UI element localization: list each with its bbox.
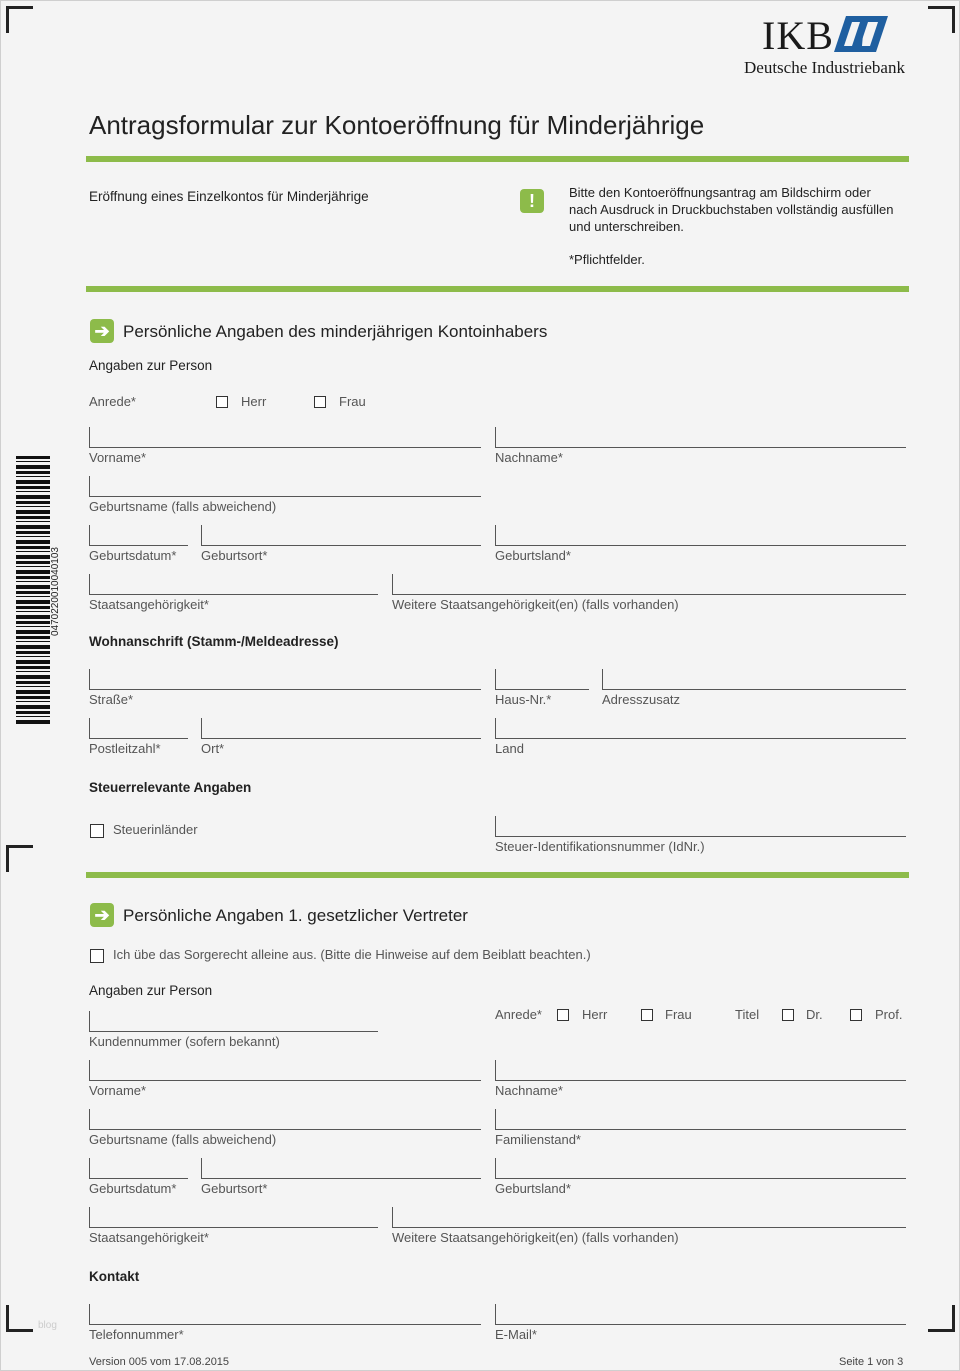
rep-geburtsname-input[interactable] <box>89 1109 481 1130</box>
rep-geburtsdatum-input[interactable] <box>89 1158 188 1179</box>
weitere-staatsangehoerigkeit-label: Weitere Staatsangehörigkeit(en) (falls vorhanden) <box>392 597 679 612</box>
divider-green <box>86 156 909 162</box>
adresszusatz-input[interactable] <box>602 669 906 690</box>
section2-person-heading: Angaben zur Person <box>89 983 213 998</box>
arrow-right-icon: ➔ <box>90 903 114 927</box>
rep-anrede-label: Anrede* <box>495 1007 542 1022</box>
barcode <box>16 456 50 724</box>
strasse-input[interactable] <box>89 669 481 690</box>
rep-anrede-herr-label: Herr <box>582 1007 608 1022</box>
rep-nachname-input[interactable] <box>495 1060 906 1081</box>
staatsangehoerigkeit-input[interactable] <box>89 574 378 595</box>
version-text: Version 005 vom 17.08.2015 <box>89 1356 230 1368</box>
anrede-herr-label: Herr <box>241 394 267 409</box>
rep-geburtsland-input[interactable] <box>495 1158 906 1179</box>
rep-staatsangehoerigkeit-label: Staatsangehörigkeit* <box>89 1230 209 1245</box>
hausnr-input[interactable] <box>495 669 589 690</box>
land-input[interactable] <box>495 718 906 739</box>
section1-title: Persönliche Angaben des minderjährigen Kontoinhabers <box>123 322 548 341</box>
divider-green <box>86 286 909 292</box>
crop-mark-top-right <box>928 6 955 33</box>
contact-heading: Kontakt <box>89 1269 140 1284</box>
idnr-label: Steuer-Identifikationsnummer (IdNr.) <box>495 839 705 854</box>
crop-mark-mid-left <box>6 845 33 872</box>
tax-heading: Steuerrelevante Angaben <box>89 780 252 795</box>
barcode-number: 0470220010040103 <box>50 547 61 636</box>
notice-line: und unterschreiben. <box>569 219 684 234</box>
vorname-label: Vorname* <box>89 450 147 465</box>
anrede-frau-label: Frau <box>339 394 366 409</box>
warning-icon: ! <box>520 189 544 213</box>
ikb-logo <box>744 12 905 77</box>
section1-person-heading: Angaben zur Person <box>89 358 213 373</box>
geburtsland-label: Geburtsland* <box>495 548 571 563</box>
rep-anrede-frau-checkbox[interactable] <box>641 1009 653 1021</box>
form-subtitle: Eröffnung eines Einzelkontos für Minderjährige <box>89 189 369 204</box>
familienstand-input[interactable] <box>495 1109 906 1130</box>
rep-weitere-staatsangehoerigkeit-label: Weitere Staatsangehörigkeit(en) (falls vorhanden) <box>392 1230 679 1245</box>
land-label: Land <box>495 741 524 756</box>
watermark: blog <box>38 1320 57 1331</box>
titel-dr-checkbox[interactable] <box>782 1009 794 1021</box>
ikb-logo-icon <box>834 16 888 52</box>
rep-geburtsdatum-label: Geburtsdatum* <box>89 1181 177 1196</box>
sole-custody-label: Ich übe das Sorgerecht alleine aus. (Bitte die Hinweise auf dem Beiblatt beachten.) <box>113 947 591 962</box>
weitere-staatsangehoerigkeit-input[interactable] <box>392 574 906 595</box>
steuerinlaender-label: Steuerinländer <box>113 822 198 837</box>
kundennummer-label: Kundennummer (sofern bekannt) <box>89 1034 280 1049</box>
vorname-input[interactable] <box>89 427 481 448</box>
nachname-input[interactable] <box>495 427 906 448</box>
email-label: E-Mail* <box>495 1327 537 1342</box>
titel-label: Titel <box>735 1007 760 1022</box>
email-input[interactable] <box>495 1304 906 1325</box>
familienstand-label: Familienstand* <box>495 1132 581 1147</box>
rep-staatsangehoerigkeit-input[interactable] <box>89 1207 378 1228</box>
rep-anrede-frau-label: Frau <box>665 1007 692 1022</box>
rep-geburtsort-input[interactable] <box>201 1158 481 1179</box>
staatsangehoerigkeit-label: Staatsangehörigkeit* <box>89 597 209 612</box>
geburtsdatum-label: Geburtsdatum* <box>89 548 177 563</box>
geburtsname-input[interactable] <box>89 476 481 497</box>
notice-line: nach Ausdruck in Druckbuchstaben vollständig ausfüllen <box>569 202 894 217</box>
logo-mark: IKB <box>762 13 834 58</box>
geburtsland-input[interactable] <box>495 525 906 546</box>
rep-geburtsort-label: Geburtsort* <box>201 1181 268 1196</box>
steuerinlaender-checkbox[interactable] <box>90 824 104 838</box>
section2-title: Persönliche Angaben 1. gesetzlicher Vertreter <box>123 906 468 925</box>
page-number: Seite 1 von 3 <box>839 1356 904 1368</box>
ort-input[interactable] <box>201 718 481 739</box>
titel-dr-label: Dr. <box>806 1007 823 1022</box>
sole-custody-checkbox[interactable] <box>90 949 104 963</box>
anrede-frau-checkbox[interactable] <box>314 396 326 408</box>
anrede-herr-checkbox[interactable] <box>216 396 228 408</box>
anrede-label: Anrede* <box>89 394 136 409</box>
nachname-label: Nachname* <box>495 450 563 465</box>
notice-line: Bitte den Kontoeröffnungsantrag am Bildschirm oder <box>569 185 871 200</box>
plz-label: Postleitzahl* <box>89 741 161 756</box>
rep-geburtsland-label: Geburtsland* <box>495 1181 571 1196</box>
rep-vorname-label: Vorname* <box>89 1083 147 1098</box>
telefon-input[interactable] <box>89 1304 481 1325</box>
rep-geburtsname-label: Geburtsname (falls abweichend) <box>89 1132 277 1147</box>
rep-nachname-label: Nachname* <box>495 1083 563 1098</box>
rep-vorname-input[interactable] <box>89 1060 481 1081</box>
arrow-right-icon: ➔ <box>90 319 114 343</box>
rep-weitere-staatsangehoerigkeit-input[interactable] <box>392 1207 906 1228</box>
titel-prof-checkbox[interactable] <box>850 1009 862 1021</box>
ort-label: Ort* <box>201 741 225 756</box>
geburtsort-input[interactable] <box>201 525 481 546</box>
kundennummer-input[interactable] <box>89 1011 378 1032</box>
crop-mark-top-left <box>6 6 33 33</box>
plz-input[interactable] <box>89 718 188 739</box>
geburtsdatum-input[interactable] <box>89 525 188 546</box>
rep-anrede-herr-checkbox[interactable] <box>557 1009 569 1021</box>
hausnr-label: Haus-Nr.* <box>495 692 552 707</box>
idnr-input[interactable] <box>495 816 906 837</box>
geburtsort-label: Geburtsort* <box>201 548 268 563</box>
logo-subtitle: Deutsche Industriebank <box>744 58 905 77</box>
strasse-label: Straße* <box>89 692 134 707</box>
divider-green <box>86 872 909 878</box>
geburtsname-label: Geburtsname (falls abweichend) <box>89 499 277 514</box>
telefon-label: Telefonnummer* <box>89 1327 184 1342</box>
adresszusatz-label: Adresszusatz <box>602 692 681 707</box>
crop-mark-bottom-left <box>6 1305 33 1332</box>
address-heading: Wohnanschrift (Stamm-/Meldeadresse) <box>89 634 339 649</box>
notice-text <box>569 184 893 235</box>
page-title: Antragsformular zur Kontoeröffnung für Minderjährige <box>89 110 705 140</box>
titel-prof-label: Prof. <box>875 1007 903 1022</box>
required-note: *Pflichtfelder. <box>569 252 645 267</box>
crop-mark-bottom-right <box>928 1305 955 1332</box>
